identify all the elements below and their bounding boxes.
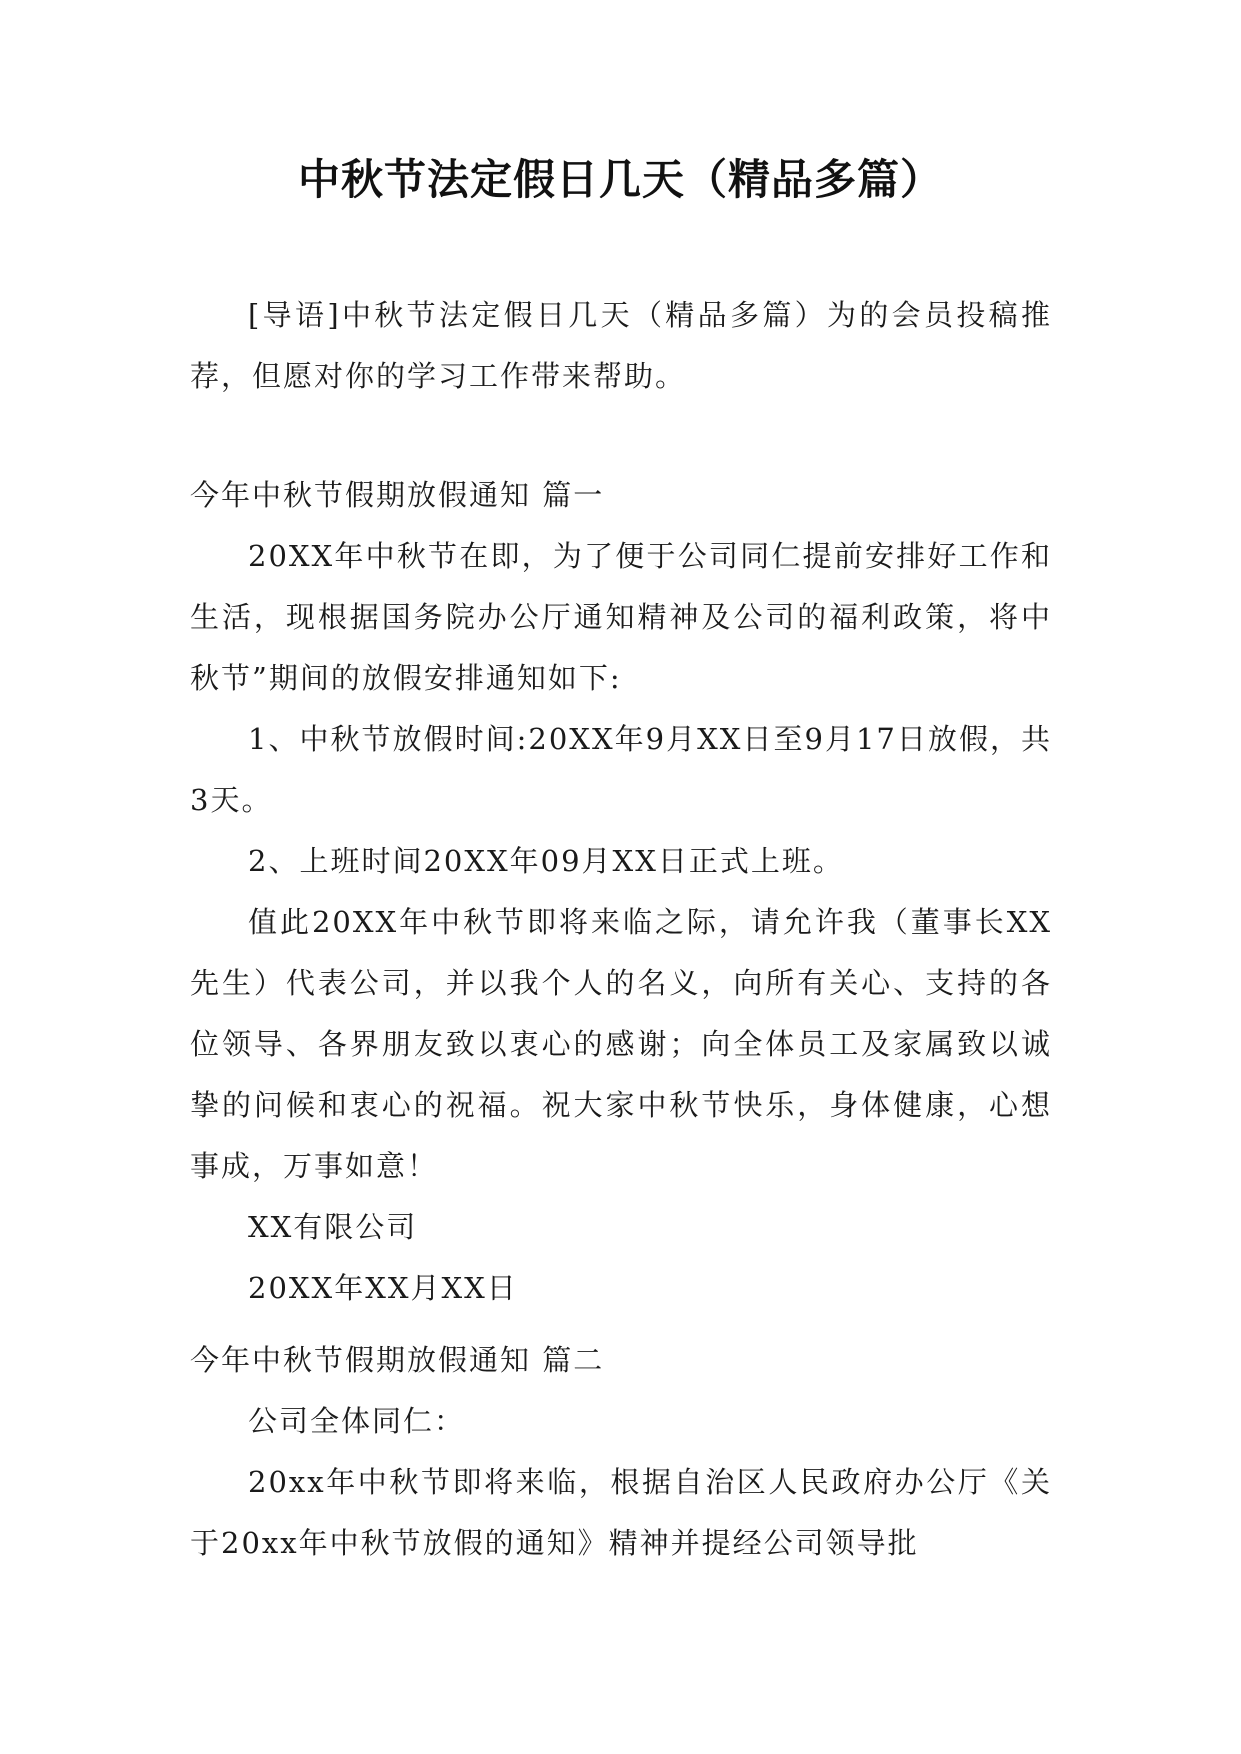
section-two [190,1330,1052,1574]
section-two-greeting: 公司全体同仁： [248,1404,466,1438]
section-one-paragraph: 1、中秋节放假时间:20XX年9月XX日至9月17日放假，共3天。 [190,722,1052,817]
document-title: 中秋节法定假日几天（精品多篇） [297,155,943,204]
section-one-paragraph: 2、上班时间20XX年09月XX日正式上班。 [248,844,844,878]
section-two-heading: 今年中秋节假期放假通知 篇二 [190,1343,605,1377]
section-one-paragraph: 20XX年中秋节在即，为了便于公司同仁提前安排好工作和生活，现根据国务院办公厅通知精神及公司的福利政策，将中秋节”期间的放假安排通知如下: [190,539,1052,695]
section-one-heading: 今年中秋节假期放假通知 篇一 [190,478,605,512]
intro-block [190,285,1052,407]
section-two-paragraph: 20xx年中秋节即将来临，根据自治区人民政府办公厅《关于20xx年中秋节放假的通知》精神并提经公司领导批 [190,1465,1052,1560]
intro-paragraph: [导语]中秋节法定假日几天（精品多篇）为的会员投稿推荐，但愿对你的学习工作带来帮助。 [190,298,1052,393]
signature-company: XX有限公司 [248,1210,418,1244]
section-one-paragraph: 值此20XX年中秋节即将来临之际，请允许我（董事长XX先生）代表公司，并以我个人的名义，向所有关心、支持的各位领导、各界朋友致以衷心的感谢；向全体员工及家属致以诚挚的问候和衷心的祝福。祝大家中秋节快乐，身体健康，心想事成，万事如意！ [190,905,1052,1183]
section-one [190,465,1052,1319]
signature-date: 20XX年XX月XX日 [248,1271,518,1305]
